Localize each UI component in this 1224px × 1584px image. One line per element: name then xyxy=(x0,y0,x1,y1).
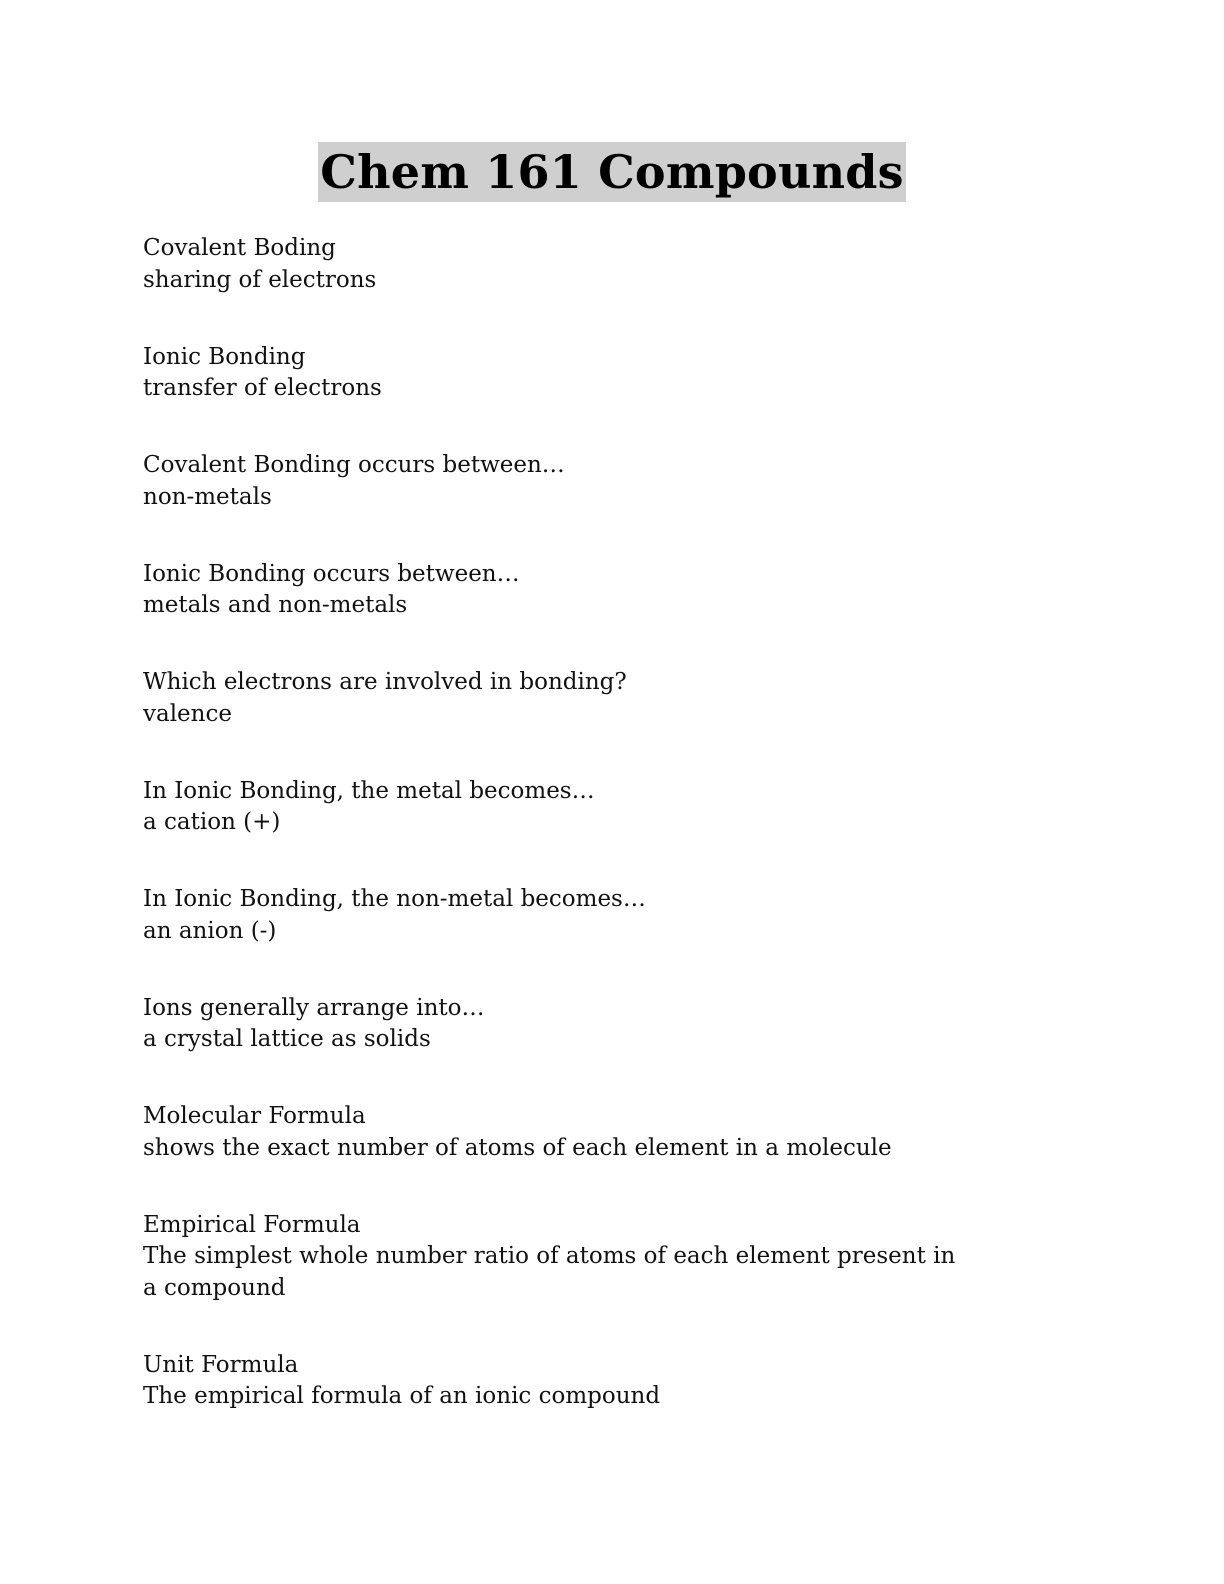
entry-term: Covalent Boding xyxy=(143,235,336,261)
entry-definition: valence xyxy=(143,700,232,727)
entry-definition: shows the exact number of atoms of each element in a molecule xyxy=(143,1134,892,1161)
entry-definition: transfer of electrons xyxy=(143,375,382,401)
list-item xyxy=(143,776,1043,839)
list-item xyxy=(143,993,1043,1056)
list-item xyxy=(143,233,1043,296)
entry-list xyxy=(143,233,1043,1458)
entry-term: Ionic Bonding xyxy=(143,343,306,370)
page-title: Chem 161 Compounds xyxy=(318,142,905,202)
entry-term: Unit Formula xyxy=(143,1351,299,1378)
list-item xyxy=(143,1210,1043,1305)
list-item xyxy=(143,884,1043,947)
list-item xyxy=(143,1101,1043,1164)
entry-term: Ionic Bonding occurs between… xyxy=(143,560,520,587)
list-item xyxy=(143,342,1043,405)
entry-definition: metals and non-metals xyxy=(143,592,408,618)
list-item xyxy=(143,559,1043,622)
entry-definition: The simplest whole number ratio of atoms of each element present in a compound xyxy=(143,1243,956,1301)
title-container xyxy=(0,142,1224,202)
entry-definition: a cation (+) xyxy=(143,809,281,835)
entry-definition: The empirical formula of an ionic compound xyxy=(143,1383,661,1409)
entry-definition: non-metals xyxy=(143,483,272,510)
entry-definition: a crystal lattice as solids xyxy=(143,1026,431,1052)
list-item xyxy=(143,450,1043,513)
entry-term: Ions generally arrange into… xyxy=(143,994,485,1021)
entry-term: Molecular Formula xyxy=(143,1103,366,1129)
entry-term: Empirical Formula xyxy=(143,1211,361,1238)
list-item xyxy=(143,667,1043,730)
entry-definition: an anion (-) xyxy=(143,917,277,944)
entry-term: In Ionic Bonding, the metal becomes… xyxy=(143,777,595,804)
entry-term: In Ionic Bonding, the non-metal becomes… xyxy=(143,886,646,912)
entry-term: Which electrons are involved in bonding? xyxy=(143,669,627,695)
entry-term: Covalent Bonding occurs between… xyxy=(143,452,565,478)
entry-definition: sharing of electrons xyxy=(143,266,377,293)
list-item xyxy=(143,1350,1043,1413)
